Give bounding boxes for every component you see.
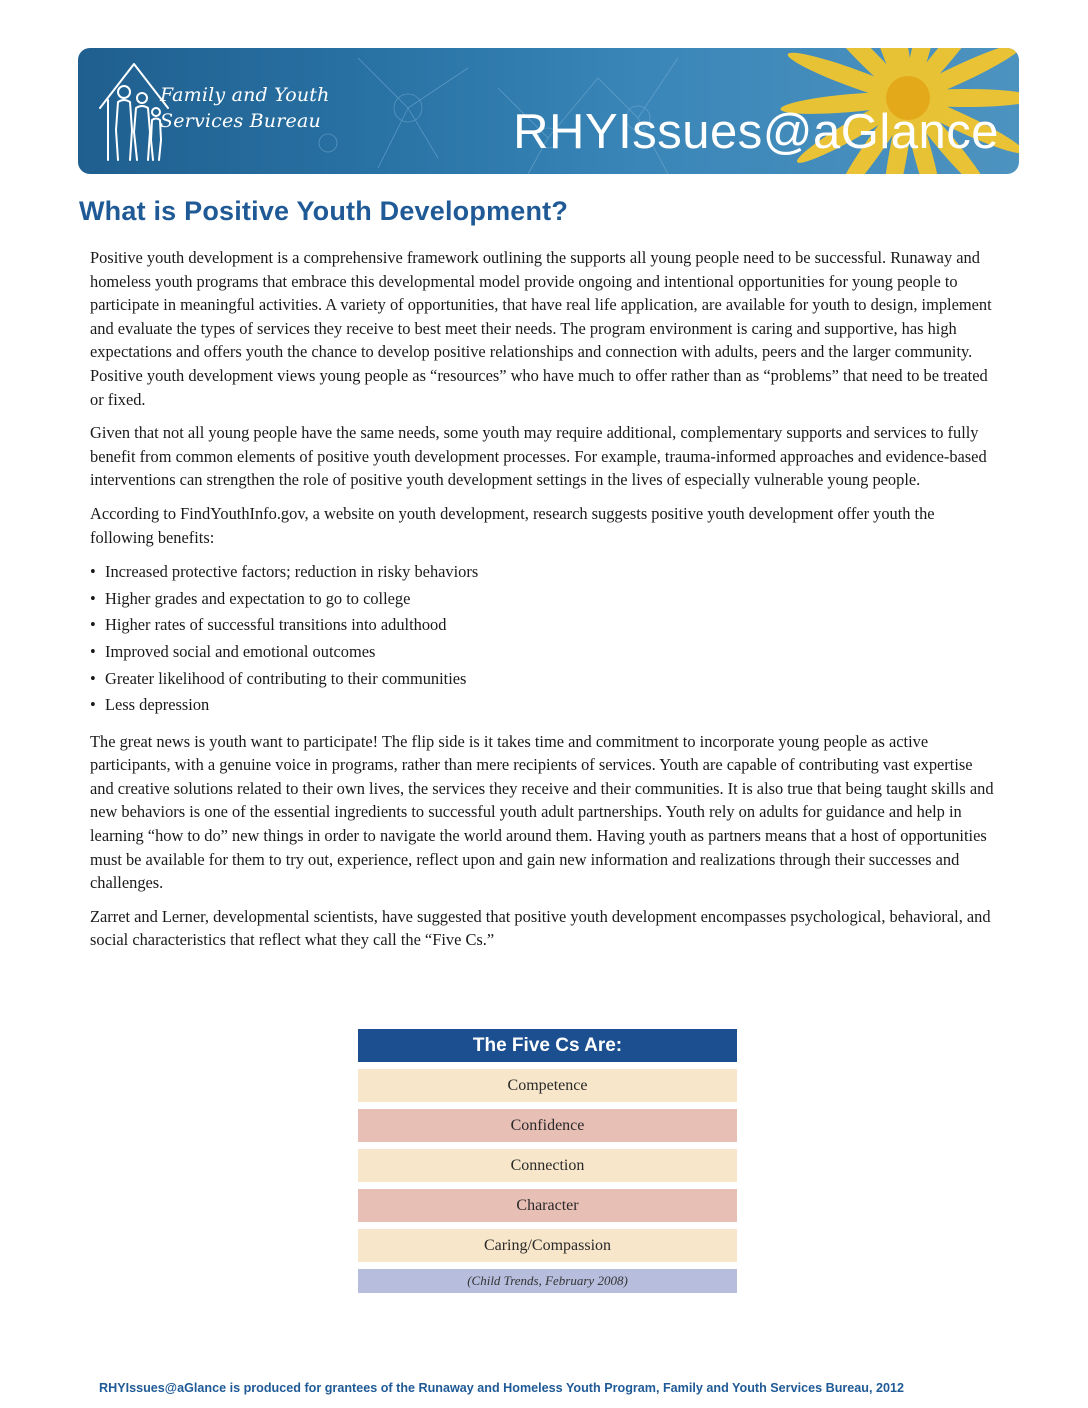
- list-item: • Higher grades and expectation to go to college: [90, 586, 998, 613]
- five-cs-header: The Five Cs Are:: [358, 1029, 737, 1062]
- paragraph: The great news is youth want to participate! The flip side is it takes time and commitment to incorporate young people as active participants, with a genuine voice in programs, rather than mere recipients of services. Youth are capable of contributing vast expertise and creative solutions related to their own lives, the services they receive and their communities. It is also true that being taught skills and new behaviors is one of the essential ingredients to successful youth adult partnerships. Youth rely on adults for guidance and help in learning “how to do” new things in order to navigate the world around them. Having youth as partners means that a host of opportunities must be available for them to try out, experience, reflect upon and gain new information and realizations through their successes and challenges.: [90, 731, 994, 893]
- list-item: • Less depression: [90, 692, 998, 719]
- list-item: • Higher rates of successful transitions into adulthood: [90, 612, 998, 639]
- banner-title: RHYIssues@aGlance: [513, 105, 999, 159]
- list-item: • Improved social and emotional outcomes: [90, 639, 998, 666]
- five-cs-source: (Child Trends, February 2008): [358, 1269, 737, 1293]
- five-cs-row: Caring/Compassion: [358, 1229, 737, 1262]
- paragraph: Given that not all young people have the same needs, some youth may require additional, complementary supports and services to fully benefit from common elements of positive youth development processes. For example, trauma-informed approaches and evidence-based interventions can strengthen the role of positive youth development settings in the lives of especially vulnerable young people.: [90, 423, 987, 490]
- paragraph: Zarret and Lerner, developmental scientists, have suggested that positive youth development encompasses psychological, behavioral, and social characteristics that reflect what they call the “Five Cs.”: [90, 906, 991, 950]
- five-cs-row: Confidence: [358, 1109, 737, 1142]
- page-title: What is Positive Youth Development?: [79, 196, 569, 226]
- five-cs-row: Competence: [358, 1069, 737, 1102]
- footer-credit: RHYIssues@aGlance is produced for grantees of the Runaway and Homeless Youth Program, Family and Youth Services Bureau, 2012: [99, 1381, 904, 1395]
- five-cs-table: [358, 1029, 737, 1293]
- logo-line-1: Family and Youth: [160, 84, 330, 106]
- article-body: [90, 246, 998, 962]
- header-banner: [78, 48, 1019, 174]
- paragraph: According to FindYouthInfo.gov, a website on youth development, research suggests positive youth development offer youth the following benefits:: [90, 503, 935, 547]
- logo-line-2: Services Bureau: [160, 110, 321, 132]
- list-item: • Increased protective factors; reduction in risky behaviors: [90, 559, 998, 586]
- benefits-list: [90, 559, 998, 719]
- logo-text: [160, 82, 330, 134]
- five-cs-row: Connection: [358, 1149, 737, 1182]
- five-cs-row: Character: [358, 1189, 737, 1222]
- paragraph: Positive youth development is a comprehensive framework outlining the supports all young people need to be successful. Runaway and homeless youth programs that embrace this developmental model provide ongoing and intentional opportunities for young people to participate in meaningful activities. A variety of opportunities, that have real life application, are available for youth to design, implement and evaluate the types of services they receive to best meet their needs. The program environment is caring and supportive, has high expectations and offers youth the chance to develop positive relationships and connection with adults, peers and the larger community. Positive youth development views young people as “resources” who have much to offer rather than as “problems” that need to be treated or fixed.: [90, 248, 992, 409]
- list-item: • Greater likelihood of contributing to their communities: [90, 666, 998, 693]
